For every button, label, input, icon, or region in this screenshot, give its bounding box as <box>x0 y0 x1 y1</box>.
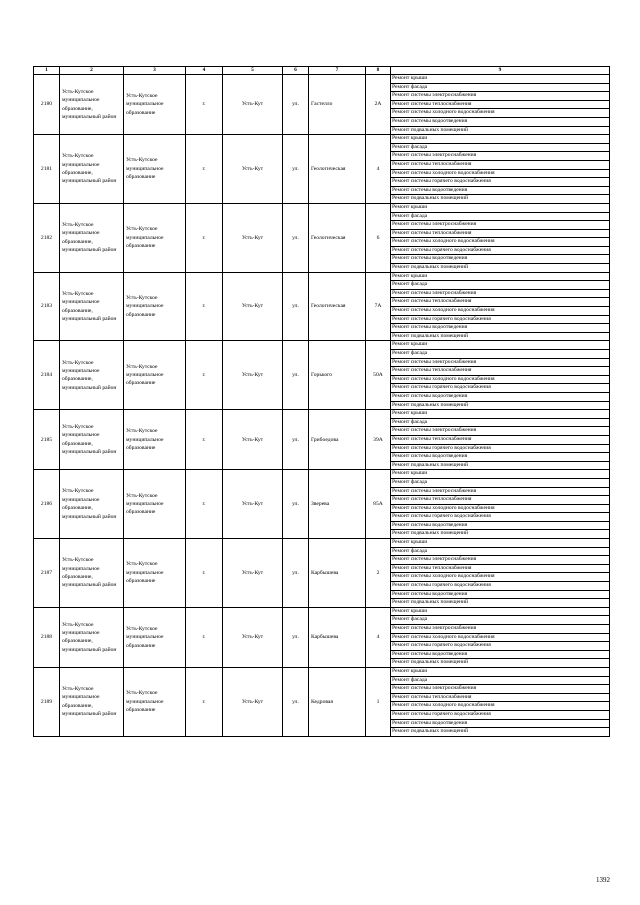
work-item: Ремонт системы теплоснабжения <box>391 565 609 574</box>
works-cell <box>391 75 610 135</box>
locality-type-cell-text: г. <box>202 101 206 108</box>
works-cell <box>391 607 610 667</box>
street-type-cell-text: ул. <box>292 436 299 443</box>
street-cell <box>309 203 366 272</box>
street-type-cell-text: ул. <box>292 101 299 108</box>
street-type-cell <box>283 341 309 410</box>
settlement-cell <box>124 539 186 608</box>
house-number-cell-text: 7А <box>374 303 382 310</box>
header-row <box>34 67 610 75</box>
municipality-cell <box>60 470 124 539</box>
works-list <box>391 135 609 203</box>
page-number: 1392 <box>596 876 610 884</box>
table-row <box>34 539 610 608</box>
work-item: Ремонт фасада <box>391 616 609 625</box>
header-cell: 4 <box>186 67 223 75</box>
table-row <box>34 135 610 204</box>
street-cell <box>309 341 366 410</box>
house-number-cell <box>366 410 391 470</box>
row-number <box>34 607 60 667</box>
street-type-cell <box>283 272 309 341</box>
row-number-text: 2189 <box>40 698 53 705</box>
locality-cell-text: Усть-Кут <box>241 303 264 310</box>
work-item: Ремонт системы холодного водоснабжения <box>391 170 609 179</box>
works-list <box>391 204 609 272</box>
municipality-cell-text: Усть-Кутское муниципальное образование, муниципальный район <box>62 621 117 653</box>
house-number-cell <box>366 667 391 736</box>
locality-cell-text: Усть-Кут <box>241 165 264 172</box>
municipality-cell <box>60 607 124 667</box>
locality-type-cell <box>186 203 223 272</box>
work-item: Ремонт системы горячего водоснабжения <box>391 513 609 522</box>
header-cell: 1 <box>34 67 60 75</box>
locality-type-cell-text: г. <box>202 698 206 705</box>
works-list <box>391 668 609 736</box>
work-item: Ремонт крыши <box>391 410 609 419</box>
work-item: Ремонт крыши <box>391 539 609 548</box>
work-item: Ремонт системы водоотведения <box>391 591 609 600</box>
row-number <box>34 667 60 736</box>
work-item: Ремонт подвальных помещений <box>392 195 469 202</box>
work-item: Ремонт подвальных помещений <box>392 461 469 468</box>
work-item: Ремонт системы холодного водоснабжения <box>391 307 609 316</box>
locality-type-cell <box>186 667 223 736</box>
settlement-cell-text: Усть-Кутское муниципальное образование <box>126 226 164 249</box>
house-number-cell-text: 50А <box>373 372 383 379</box>
locality-cell <box>223 272 283 341</box>
work-item: Ремонт системы теплоснабжения <box>391 694 609 703</box>
municipality-cell <box>60 341 124 410</box>
repair-program-table <box>33 66 610 737</box>
work-item: Ремонт системы холодного водоснабжения <box>391 238 609 247</box>
work-item: Ремонт системы горячего водоснабжения <box>391 642 609 651</box>
work-item: Ремонт системы электроснабжения <box>391 427 609 436</box>
locality-type-cell-text: г. <box>202 372 206 379</box>
work-item: Ремонт системы горячего водоснабжения <box>391 247 609 256</box>
locality-cell-text: Усть-Кут <box>241 101 264 108</box>
locality-type-cell <box>186 410 223 470</box>
work-item: Ремонт фасада <box>391 281 609 290</box>
street-type-cell <box>283 75 309 135</box>
house-number-cell-text: 85А <box>373 500 383 507</box>
street-cell-text: Геологическая <box>311 165 346 172</box>
header-cell: 5 <box>223 67 283 75</box>
header-cell: 3 <box>124 67 186 75</box>
work-item: Ремонт системы электроснабжения <box>391 685 609 694</box>
locality-cell-text: Усть-Кут <box>241 436 264 443</box>
work-item: Ремонт подвальных помещений <box>392 264 469 271</box>
work-item: Ремонт фасада <box>391 213 609 222</box>
locality-cell <box>223 75 283 135</box>
municipality-cell <box>60 667 124 736</box>
settlement-cell-text: Усть-Кутское муниципальное образование <box>126 92 164 116</box>
locality-cell-text: Усть-Кут <box>241 500 264 507</box>
row-number-text: 2185 <box>40 436 53 443</box>
locality-cell <box>223 410 283 470</box>
house-number-cell <box>366 135 391 204</box>
house-number-cell-text: 2А <box>374 101 382 108</box>
street-type-cell <box>283 607 309 667</box>
municipality-cell <box>60 135 124 204</box>
table-row <box>34 667 610 736</box>
table-row <box>34 470 610 539</box>
work-item: Ремонт крыши <box>391 204 609 213</box>
work-item: Ремонт системы водоотведения <box>391 118 609 127</box>
works-cell <box>391 667 610 736</box>
works-cell <box>391 539 610 608</box>
work-item: Ремонт подвальных помещений <box>392 530 469 537</box>
locality-type-cell-text: г. <box>202 165 206 172</box>
municipality-cell <box>60 410 124 470</box>
settlement-cell <box>124 203 186 272</box>
work-item: Ремонт системы водоотведения <box>391 393 609 402</box>
street-type-cell-text: ул. <box>292 698 299 705</box>
locality-type-cell <box>186 75 223 135</box>
house-number-cell-text: 4 <box>376 165 380 172</box>
locality-cell-text: Усть-Кут <box>241 234 264 241</box>
street-cell-text: Геологическая <box>311 234 346 241</box>
work-item: Ремонт системы водоотведения <box>391 324 609 333</box>
work-item: Ремонт подвальных помещений <box>392 332 469 339</box>
works-cell <box>391 410 610 470</box>
table-row <box>34 203 610 272</box>
settlement-cell <box>124 272 186 341</box>
work-item: Ремонт системы холодного водоснабжения <box>391 505 609 514</box>
house-number-cell-text: 6 <box>376 234 380 241</box>
work-item: Ремонт системы электроснабжения <box>391 221 609 230</box>
works-cell <box>391 272 610 341</box>
work-item: Ремонт системы горячего водоснабжения <box>391 178 609 187</box>
house-number-cell-text: 39А <box>373 436 383 443</box>
settlement-cell <box>124 410 186 470</box>
work-item: Ремонт подвальных помещений <box>392 126 469 133</box>
work-item: Ремонт фасада <box>391 84 609 93</box>
street-cell <box>309 667 366 736</box>
street-type-cell <box>283 203 309 272</box>
locality-type-cell-text: г. <box>202 634 206 641</box>
municipality-cell-text: Усть-Кутское муниципальное образование, муниципальный район <box>62 423 117 456</box>
street-cell-text: Гастелло <box>311 101 333 108</box>
house-number-cell <box>366 272 391 341</box>
house-number-cell <box>366 539 391 608</box>
works-cell <box>391 203 610 272</box>
settlement-cell-text: Усть-Кутское муниципальное образование <box>126 363 164 387</box>
work-item: Ремонт системы горячего водоснабжения <box>391 316 609 325</box>
work-item: Ремонт системы водоотведения <box>391 720 609 729</box>
house-number-cell <box>366 470 391 539</box>
municipality-cell-text: Усть-Кутское муниципальное образование, муниципальный район <box>62 557 117 589</box>
row-number <box>34 539 60 608</box>
table-row <box>34 272 610 341</box>
municipality-cell-text: Усть-Кутское муниципальное образование, муниципальный район <box>62 222 117 254</box>
row-number-text: 2183 <box>40 303 53 310</box>
work-item: Ремонт подвальных помещений <box>392 659 469 666</box>
work-item: Ремонт системы холодного водоснабжения <box>391 573 609 582</box>
street-type-cell <box>283 410 309 470</box>
work-item: Ремонт системы горячего водоснабжения <box>391 384 609 393</box>
street-type-cell-text: ул. <box>292 372 299 379</box>
row-number-text: 2187 <box>40 569 53 576</box>
work-item: Ремонт системы электроснабжения <box>391 556 609 565</box>
settlement-cell-text: Усть-Кутское муниципальное образование <box>126 428 164 451</box>
work-item: Ремонт фасада <box>391 677 609 686</box>
work-item: Ремонт системы горячего водоснабжения <box>391 582 609 591</box>
locality-cell-text: Усть-Кут <box>241 372 264 379</box>
street-type-cell <box>283 470 309 539</box>
row-number-text: 2186 <box>40 500 53 507</box>
work-item: Ремонт системы теплоснабжения <box>391 161 609 170</box>
work-item: Ремонт системы электроснабжения <box>391 290 609 299</box>
work-item: Ремонт крыши <box>391 608 609 617</box>
work-item: Ремонт фасада <box>391 548 609 557</box>
work-item: Ремонт системы теплоснабжения <box>391 298 609 307</box>
municipality-cell <box>60 539 124 608</box>
work-item: Ремонт системы теплоснабжения <box>391 101 609 110</box>
row-number <box>34 341 60 410</box>
work-item: Ремонт системы водоотведения <box>391 522 609 531</box>
work-item: Ремонт системы холодного водоснабжения <box>391 634 609 643</box>
locality-type-cell-text: г. <box>202 569 206 576</box>
row-number <box>34 135 60 204</box>
locality-cell <box>223 607 283 667</box>
house-number-cell <box>366 607 391 667</box>
house-number-cell-text: 4 <box>376 634 380 641</box>
works-cell <box>391 470 610 539</box>
municipality-cell <box>60 272 124 341</box>
work-item: Ремонт подвальных помещений <box>392 401 469 408</box>
row-number-text: 2184 <box>40 372 53 379</box>
work-item: Ремонт крыши <box>391 668 609 677</box>
street-type-cell-text: ул. <box>292 500 299 507</box>
locality-cell <box>223 135 283 204</box>
works-cell <box>391 341 610 410</box>
locality-cell <box>223 341 283 410</box>
work-item: Ремонт системы электроснабжения <box>391 92 609 101</box>
work-item: Ремонт системы электроснабжения <box>391 488 609 497</box>
house-number-cell <box>366 75 391 135</box>
house-number-cell <box>366 341 391 410</box>
locality-cell-text: Усть-Кут <box>241 634 264 641</box>
work-item: Ремонт фасада <box>391 479 609 488</box>
street-type-cell-text: ул. <box>292 303 299 310</box>
municipality-cell-text: Усть-Кутское муниципальное образование, муниципальный район <box>62 290 117 322</box>
locality-type-cell-text: г. <box>202 436 206 443</box>
work-item: Ремонт системы горячего водоснабжения <box>391 445 609 454</box>
street-cell <box>309 539 366 608</box>
settlement-cell-text: Усть-Кутское муниципальное образование <box>126 294 164 318</box>
work-item: Ремонт системы теплоснабжения <box>391 230 609 239</box>
municipality-cell <box>60 203 124 272</box>
street-cell-text: Карбышева <box>311 634 339 641</box>
municipality-cell-text: Усть-Кутское муниципальное образование, муниципальный район <box>62 88 117 120</box>
work-item: Ремонт фасада <box>391 144 609 153</box>
work-item: Ремонт системы водоотведения <box>391 255 609 264</box>
work-item: Ремонт крыши <box>391 470 609 479</box>
row-number <box>34 272 60 341</box>
work-item: Ремонт крыши <box>391 341 609 350</box>
work-item: Ремонт фасада <box>391 350 609 359</box>
locality-type-cell <box>186 539 223 608</box>
locality-type-cell <box>186 135 223 204</box>
row-number-text: 2181 <box>40 165 53 172</box>
house-number-cell <box>366 203 391 272</box>
settlement-cell <box>124 607 186 667</box>
header-cell: 2 <box>60 67 124 75</box>
street-cell <box>309 135 366 204</box>
work-item: Ремонт крыши <box>391 135 609 144</box>
locality-cell <box>223 203 283 272</box>
settlement-cell-text: Усть-Кутское муниципальное образование <box>126 157 164 181</box>
house-number-cell-text: 2 <box>376 569 380 576</box>
locality-cell <box>223 667 283 736</box>
row-number <box>34 470 60 539</box>
municipality-cell-text: Усть-Кутское муниципальное образование, муниципальный район <box>62 686 117 718</box>
row-number-text: 2188 <box>40 634 53 641</box>
street-type-cell-text: ул. <box>292 234 299 241</box>
street-cell-text: Геологическая <box>311 303 346 310</box>
settlement-cell <box>124 470 186 539</box>
municipality-cell-text: Усть-Кутское муниципальное образование, муниципальный район <box>62 153 117 185</box>
work-item: Ремонт системы водоотведения <box>391 651 609 660</box>
street-type-cell <box>283 667 309 736</box>
street-cell <box>309 75 366 135</box>
works-list <box>391 410 609 469</box>
works-list <box>391 539 609 607</box>
locality-cell <box>223 470 283 539</box>
row-number <box>34 75 60 135</box>
settlement-cell-text: Усть-Кутское муниципальное образование <box>126 561 164 585</box>
locality-type-cell-text: г. <box>202 234 206 241</box>
street-cell-text: Зверева <box>311 500 330 507</box>
work-item: Ремонт системы электроснабжения <box>391 625 609 634</box>
header-cell: 6 <box>283 67 309 75</box>
header-cell: 7 <box>309 67 366 75</box>
header-cell: 8 <box>366 67 391 75</box>
locality-cell-text: Усть-Кут <box>241 569 264 576</box>
row-number-text: 2182 <box>40 234 53 241</box>
table-row <box>34 410 610 470</box>
work-item: Ремонт фасада <box>391 419 609 428</box>
work-item: Ремонт системы горячего водоснабжения <box>391 711 609 720</box>
row-number <box>34 410 60 470</box>
locality-cell <box>223 539 283 608</box>
work-item: Ремонт системы теплоснабжения <box>391 367 609 376</box>
municipality-cell-text: Усть-Кутское муниципальное образование, муниципальный район <box>62 359 117 391</box>
street-cell <box>309 272 366 341</box>
street-type-cell <box>283 539 309 608</box>
work-item: Ремонт подвальных помещений <box>392 599 469 606</box>
works-list <box>391 470 609 538</box>
locality-type-cell <box>186 607 223 667</box>
house-number-cell-text: 1 <box>376 698 380 705</box>
locality-type-cell-text: г. <box>202 500 206 507</box>
row-number <box>34 203 60 272</box>
locality-type-cell <box>186 272 223 341</box>
row-number-text: 2180 <box>40 101 53 108</box>
works-list <box>391 273 609 341</box>
street-type-cell <box>283 135 309 204</box>
settlement-cell <box>124 667 186 736</box>
locality-type-cell-text: г. <box>202 303 206 310</box>
work-item: Ремонт системы холодного водоснабжения <box>391 702 609 711</box>
settlement-cell <box>124 135 186 204</box>
work-item: Ремонт системы электроснабжения <box>391 359 609 368</box>
settlement-cell <box>124 75 186 135</box>
street-type-cell-text: ул. <box>292 634 299 641</box>
locality-type-cell <box>186 341 223 410</box>
works-cell <box>391 135 610 204</box>
work-item: Ремонт системы холодного водоснабжения <box>391 376 609 385</box>
works-list <box>391 341 609 409</box>
works-list <box>391 75 609 134</box>
work-item: Ремонт системы электроснабжения <box>391 152 609 161</box>
street-cell <box>309 470 366 539</box>
work-item: Ремонт системы водоотведения <box>391 187 609 196</box>
settlement-cell-text: Усть-Кутское муниципальное образование <box>126 625 164 649</box>
settlement-cell-text: Усть-Кутское муниципальное образование <box>126 690 164 714</box>
municipality-cell-text: Усть-Кутское муниципальное образование, муниципальный район <box>62 488 117 520</box>
work-item: Ремонт системы теплоснабжения <box>391 436 609 445</box>
street-cell-text: Горького <box>311 372 333 379</box>
street-cell-text: Карбышева <box>311 569 339 576</box>
settlement-cell <box>124 341 186 410</box>
street-type-cell-text: ул. <box>292 165 299 172</box>
street-cell-text: Грибоедова <box>311 436 339 443</box>
work-item: Ремонт крыши <box>391 273 609 282</box>
work-item: Ремонт крыши <box>391 75 609 84</box>
table-row <box>34 341 610 410</box>
works-list <box>391 608 609 667</box>
street-cell <box>309 410 366 470</box>
street-cell-text: Кедровая <box>311 698 333 705</box>
table-row <box>34 75 610 135</box>
locality-type-cell <box>186 470 223 539</box>
street-type-cell-text: ул. <box>292 569 299 576</box>
work-item: Ремонт системы теплоснабжения <box>391 496 609 505</box>
street-cell <box>309 607 366 667</box>
work-item: Ремонт подвальных помещений <box>392 728 469 735</box>
work-item: Ремонт системы холодного водоснабжения <box>391 109 609 118</box>
work-item: Ремонт системы водоотведения <box>391 453 609 462</box>
municipality-cell <box>60 75 124 135</box>
settlement-cell-text: Усть-Кутское муниципальное образование <box>126 492 164 516</box>
header-cell: 9 <box>391 67 610 75</box>
locality-cell-text: Усть-Кут <box>241 698 264 705</box>
table-row <box>34 607 610 667</box>
